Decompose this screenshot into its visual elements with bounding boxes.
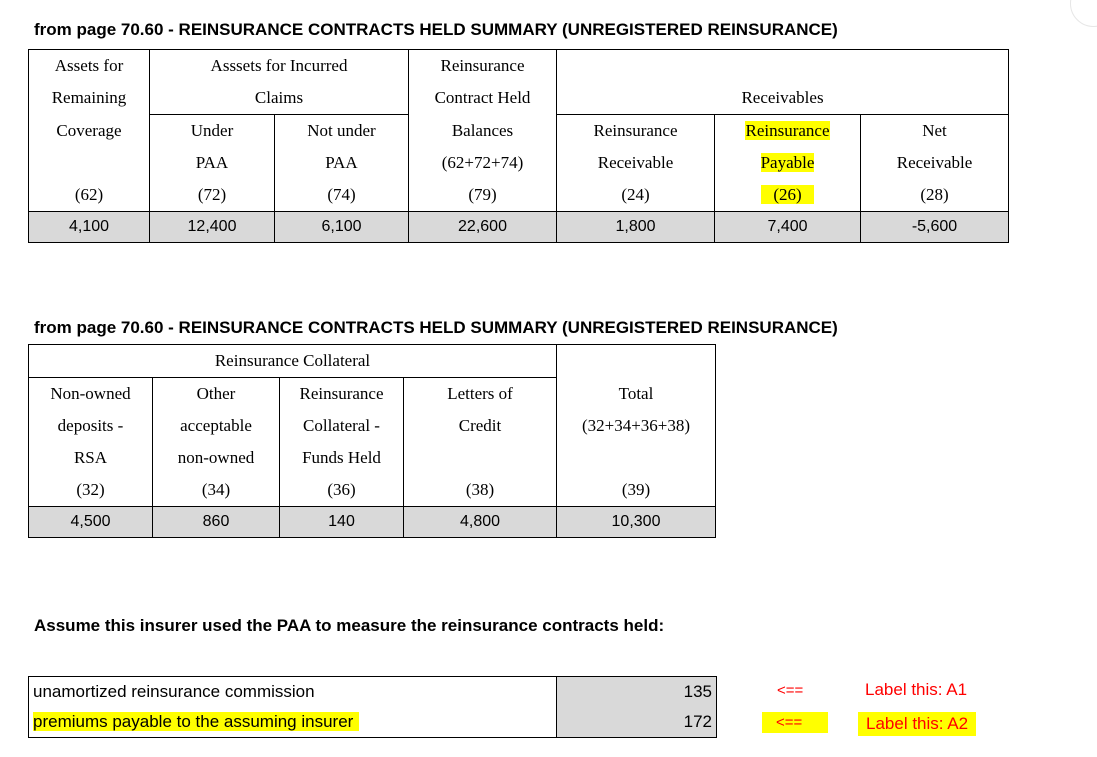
- hdr-balances-2: Contract Held: [409, 82, 557, 115]
- hdr-nonowned-3: RSA: [29, 442, 153, 474]
- value-62: 4,100: [29, 212, 150, 243]
- hdr-arc-2: Remaining: [29, 82, 150, 115]
- hdr-other-1: Other: [153, 378, 280, 411]
- hdr-loc-blank: [404, 442, 557, 474]
- note-a2: Label this: A2: [858, 712, 976, 736]
- value-34: 860: [153, 507, 280, 538]
- corner-control: [1070, 0, 1097, 27]
- hdr-total-top: [557, 345, 716, 378]
- value-28: -5,600: [861, 212, 1009, 243]
- paa-label-a2: premiums payable to the assuming insurer: [33, 712, 359, 731]
- hdr-other-2: acceptable: [153, 410, 280, 442]
- arrow-a2: <==: [762, 712, 828, 733]
- value-32: 4,500: [29, 507, 153, 538]
- hdr-funds-3: Funds Held: [280, 442, 404, 474]
- hdr-re-payable-2: [715, 147, 861, 179]
- collateral-table: [28, 344, 716, 538]
- code-32: (32): [29, 474, 153, 507]
- highlight-code-26: (26): [761, 185, 813, 204]
- code-79: (79): [409, 179, 557, 212]
- value-38: 4,800: [404, 507, 557, 538]
- paa-table: [28, 676, 717, 738]
- hdr-other-3: non-owned: [153, 442, 280, 474]
- paa-label-a1: unamortized reinsurance commission: [29, 677, 557, 708]
- hdr-receivables-top: [557, 50, 1009, 83]
- hdr-collateral-group: Reinsurance Collateral: [29, 345, 557, 378]
- value-26: 7,400: [715, 212, 861, 243]
- section2-title: from page 70.60 - REINSURANCE CONTRACTS HELD SUMMARY (UNREGISTERED REINSURANCE): [34, 318, 838, 337]
- paa-value-a1: 135: [557, 677, 717, 708]
- value-79: 22,600: [409, 212, 557, 243]
- hdr-balances-1: Reinsurance: [409, 50, 557, 83]
- table-row: [29, 707, 717, 738]
- code-72: (72): [150, 179, 275, 212]
- hdr-total-2: (32+34+36+38): [557, 410, 716, 442]
- code-39: (39): [557, 474, 716, 507]
- hdr-arc-3: Coverage: [29, 115, 150, 148]
- highlight-re-payable-1: Reinsurance: [745, 121, 830, 140]
- value-72: 12,400: [150, 212, 275, 243]
- hdr-loc-2: Credit: [404, 410, 557, 442]
- code-28: (28): [861, 179, 1009, 212]
- hdr-arc-blank: [29, 147, 150, 179]
- hdr-not-paa-1: Not under: [275, 115, 409, 148]
- hdr-loc-1: Letters of: [404, 378, 557, 411]
- code-24: (24): [557, 179, 715, 212]
- hdr-arc-1: Assets for: [29, 50, 150, 83]
- code-38: (38): [404, 474, 557, 507]
- hdr-incurred-1: Asssets for Incurred: [150, 50, 409, 83]
- receivables-table: [28, 49, 1009, 243]
- hdr-balances-4: (62+72+74): [409, 147, 557, 179]
- note-a1: Label this: A1: [865, 680, 968, 699]
- section3-heading: Assume this insurer used the PAA to measure the reinsurance contracts held:: [34, 616, 665, 635]
- hdr-net-2: Receivable: [861, 147, 1009, 179]
- section1-title: from page 70.60 - REINSURANCE CONTRACTS HELD SUMMARY (UNREGISTERED REINSURANCE): [34, 20, 838, 39]
- hdr-re-receivable-2: Receivable: [557, 147, 715, 179]
- code-34: (34): [153, 474, 280, 507]
- hdr-under-paa-2: PAA: [150, 147, 275, 179]
- hdr-funds-2: Collateral -: [280, 410, 404, 442]
- code-74: (74): [275, 179, 409, 212]
- hdr-re-receivable-1: Reinsurance: [557, 115, 715, 148]
- paa-label-a2-cell: [29, 707, 557, 738]
- value-74: 6,100: [275, 212, 409, 243]
- hdr-funds-1: Reinsurance: [280, 378, 404, 411]
- value-24: 1,800: [557, 212, 715, 243]
- hdr-incurred-2: Claims: [150, 82, 409, 115]
- hdr-nonowned-2: deposits -: [29, 410, 153, 442]
- code-62: (62): [29, 179, 150, 212]
- hdr-balances-3: Balances: [409, 115, 557, 148]
- value-39: 10,300: [557, 507, 716, 538]
- arrow-a1: <==: [777, 682, 804, 699]
- value-36: 140: [280, 507, 404, 538]
- hdr-net-1: Net: [861, 115, 1009, 148]
- table-row: [29, 677, 717, 708]
- paa-value-a2: 172: [557, 707, 717, 738]
- hdr-total-blank: [557, 442, 716, 474]
- hdr-not-paa-2: PAA: [275, 147, 409, 179]
- code-26: [715, 179, 861, 212]
- code-36: (36): [280, 474, 404, 507]
- hdr-receivables-group: Receivables: [557, 82, 1009, 115]
- hdr-nonowned-1: Non-owned: [29, 378, 153, 411]
- highlight-re-payable-2: Payable: [760, 153, 815, 172]
- hdr-re-payable-1: [715, 115, 861, 148]
- hdr-under-paa-1: Under: [150, 115, 275, 148]
- hdr-total-1: Total: [557, 378, 716, 411]
